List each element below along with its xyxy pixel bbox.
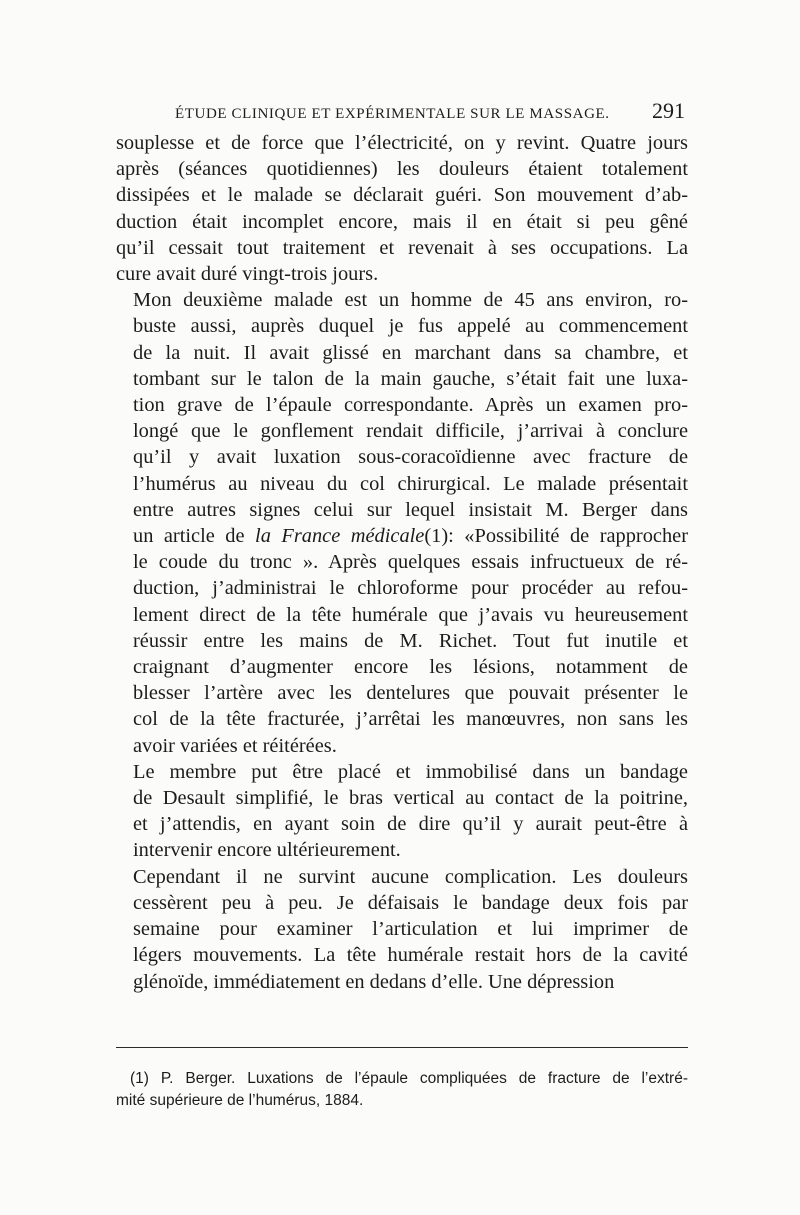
text-line: souplesse et de force que l’électricité, on y revint. Quatre jours [116,132,688,154]
text-line: avoir variées et réitérées. [133,734,337,757]
text-line: le coude du tronc ». Après quelques essais infructueux de ré- [133,551,688,574]
text-line: buste aussi, auprès duquel je fus appelé au commencement [133,315,688,338]
text-line: tion grave de l’épaule correspondante. Après un examen pro- [133,394,688,417]
paragraph [116,130,688,287]
running-head [175,98,685,124]
text-line: craignant d’augmenter encore les lésions, notamment de [133,656,688,679]
text-line: duction, j’administrai le chloroforme pour procéder au refou- [133,577,688,600]
paragraph [116,287,688,759]
text-line: semaine pour examiner l’articulation et lui imprimer de [133,918,688,941]
footnote [116,1068,688,1112]
paragraph [116,864,688,995]
body-text [116,130,688,995]
text-line: de Desault simplifié, le bras vertical au contact de la poitrine, [133,787,688,810]
text-line: lement direct de la tête humérale que j’avais vu heureusement [133,603,688,626]
paragraph [116,759,688,864]
text-line: Mon deuxième malade est un homme de 45 ans environ, ro- [133,289,688,312]
text-line: longé que le gonflement rendait difficile, j’arrivai à conclure [133,420,688,443]
text-line: entre autres signes celui sur lequel insistait M. Berger dans [133,498,688,521]
text-line: blesser l’artère avec les dentelures que pouvait présenter le [133,682,688,705]
running-title: ÉTUDE CLINIQUE ET EXPÉRIMENTALE SUR LE MASSAGE. [175,106,610,122]
text-line: après (séances quotidiennes) les douleurs étaient totalement [116,158,688,181]
text-line: dissipées et le malade se déclarait guéri. Son mouvement d’ab- [116,184,688,207]
text-line: duction était incomplet encore, mais il en était si peu gêné [116,210,688,233]
text-line: cessèrent peu à peu. Je défaisais le bandage deux fois par [133,891,688,914]
text-line: l’humérus au niveau du col chirurgical. Le malade présentait [133,472,688,495]
footnote-line: mité supérieure de l’humérus, 1884. [116,1092,364,1109]
text-line: et j’attendis, en ayant soin de dire qu’il y aurait peut-être à [133,813,688,836]
text-line: un article de la France médicale(1): «Possibilité de rapprocher [133,525,688,548]
text-line: cure avait duré vingt-trois jours. [116,263,379,286]
text-line: col de la tête fracturée, j’arrêtai les manœuvres, non sans les [133,708,688,731]
text-line: Cependant il ne survint aucune complication. Les douleurs [133,865,688,888]
text-line: Le membre put être placé et immobilisé dans un bandage [133,760,688,783]
text-line: légers mouvements. La tête humérale restait hors de la cavité [133,944,688,967]
text-line: tombant sur le talon de la main gauche, s’était fait une luxa- [133,367,688,390]
text-line: de la nuit. Il avait glissé en marchant dans sa chambre, et [133,341,688,364]
footnote-line: (1) P. Berger. Luxations de l’épaule compliquées de fracture de l’extré- [130,1070,688,1087]
text-line: réussir entre les mains de M. Richet. Tout fut inutile et [133,629,688,652]
page-number: 291 [652,98,685,123]
text-line: glénoïde, immédiatement en dedans d’elle. Une dépression [133,970,615,993]
text-line: qu’il cessait tout traitement et revenait à ses occupations. La [116,236,688,259]
footnote-divider [116,1047,688,1048]
text-line: qu’il y avait luxation sous-coracoïdienne avec fracture de [133,446,688,469]
text-line: intervenir encore ultérieurement. [133,839,401,862]
